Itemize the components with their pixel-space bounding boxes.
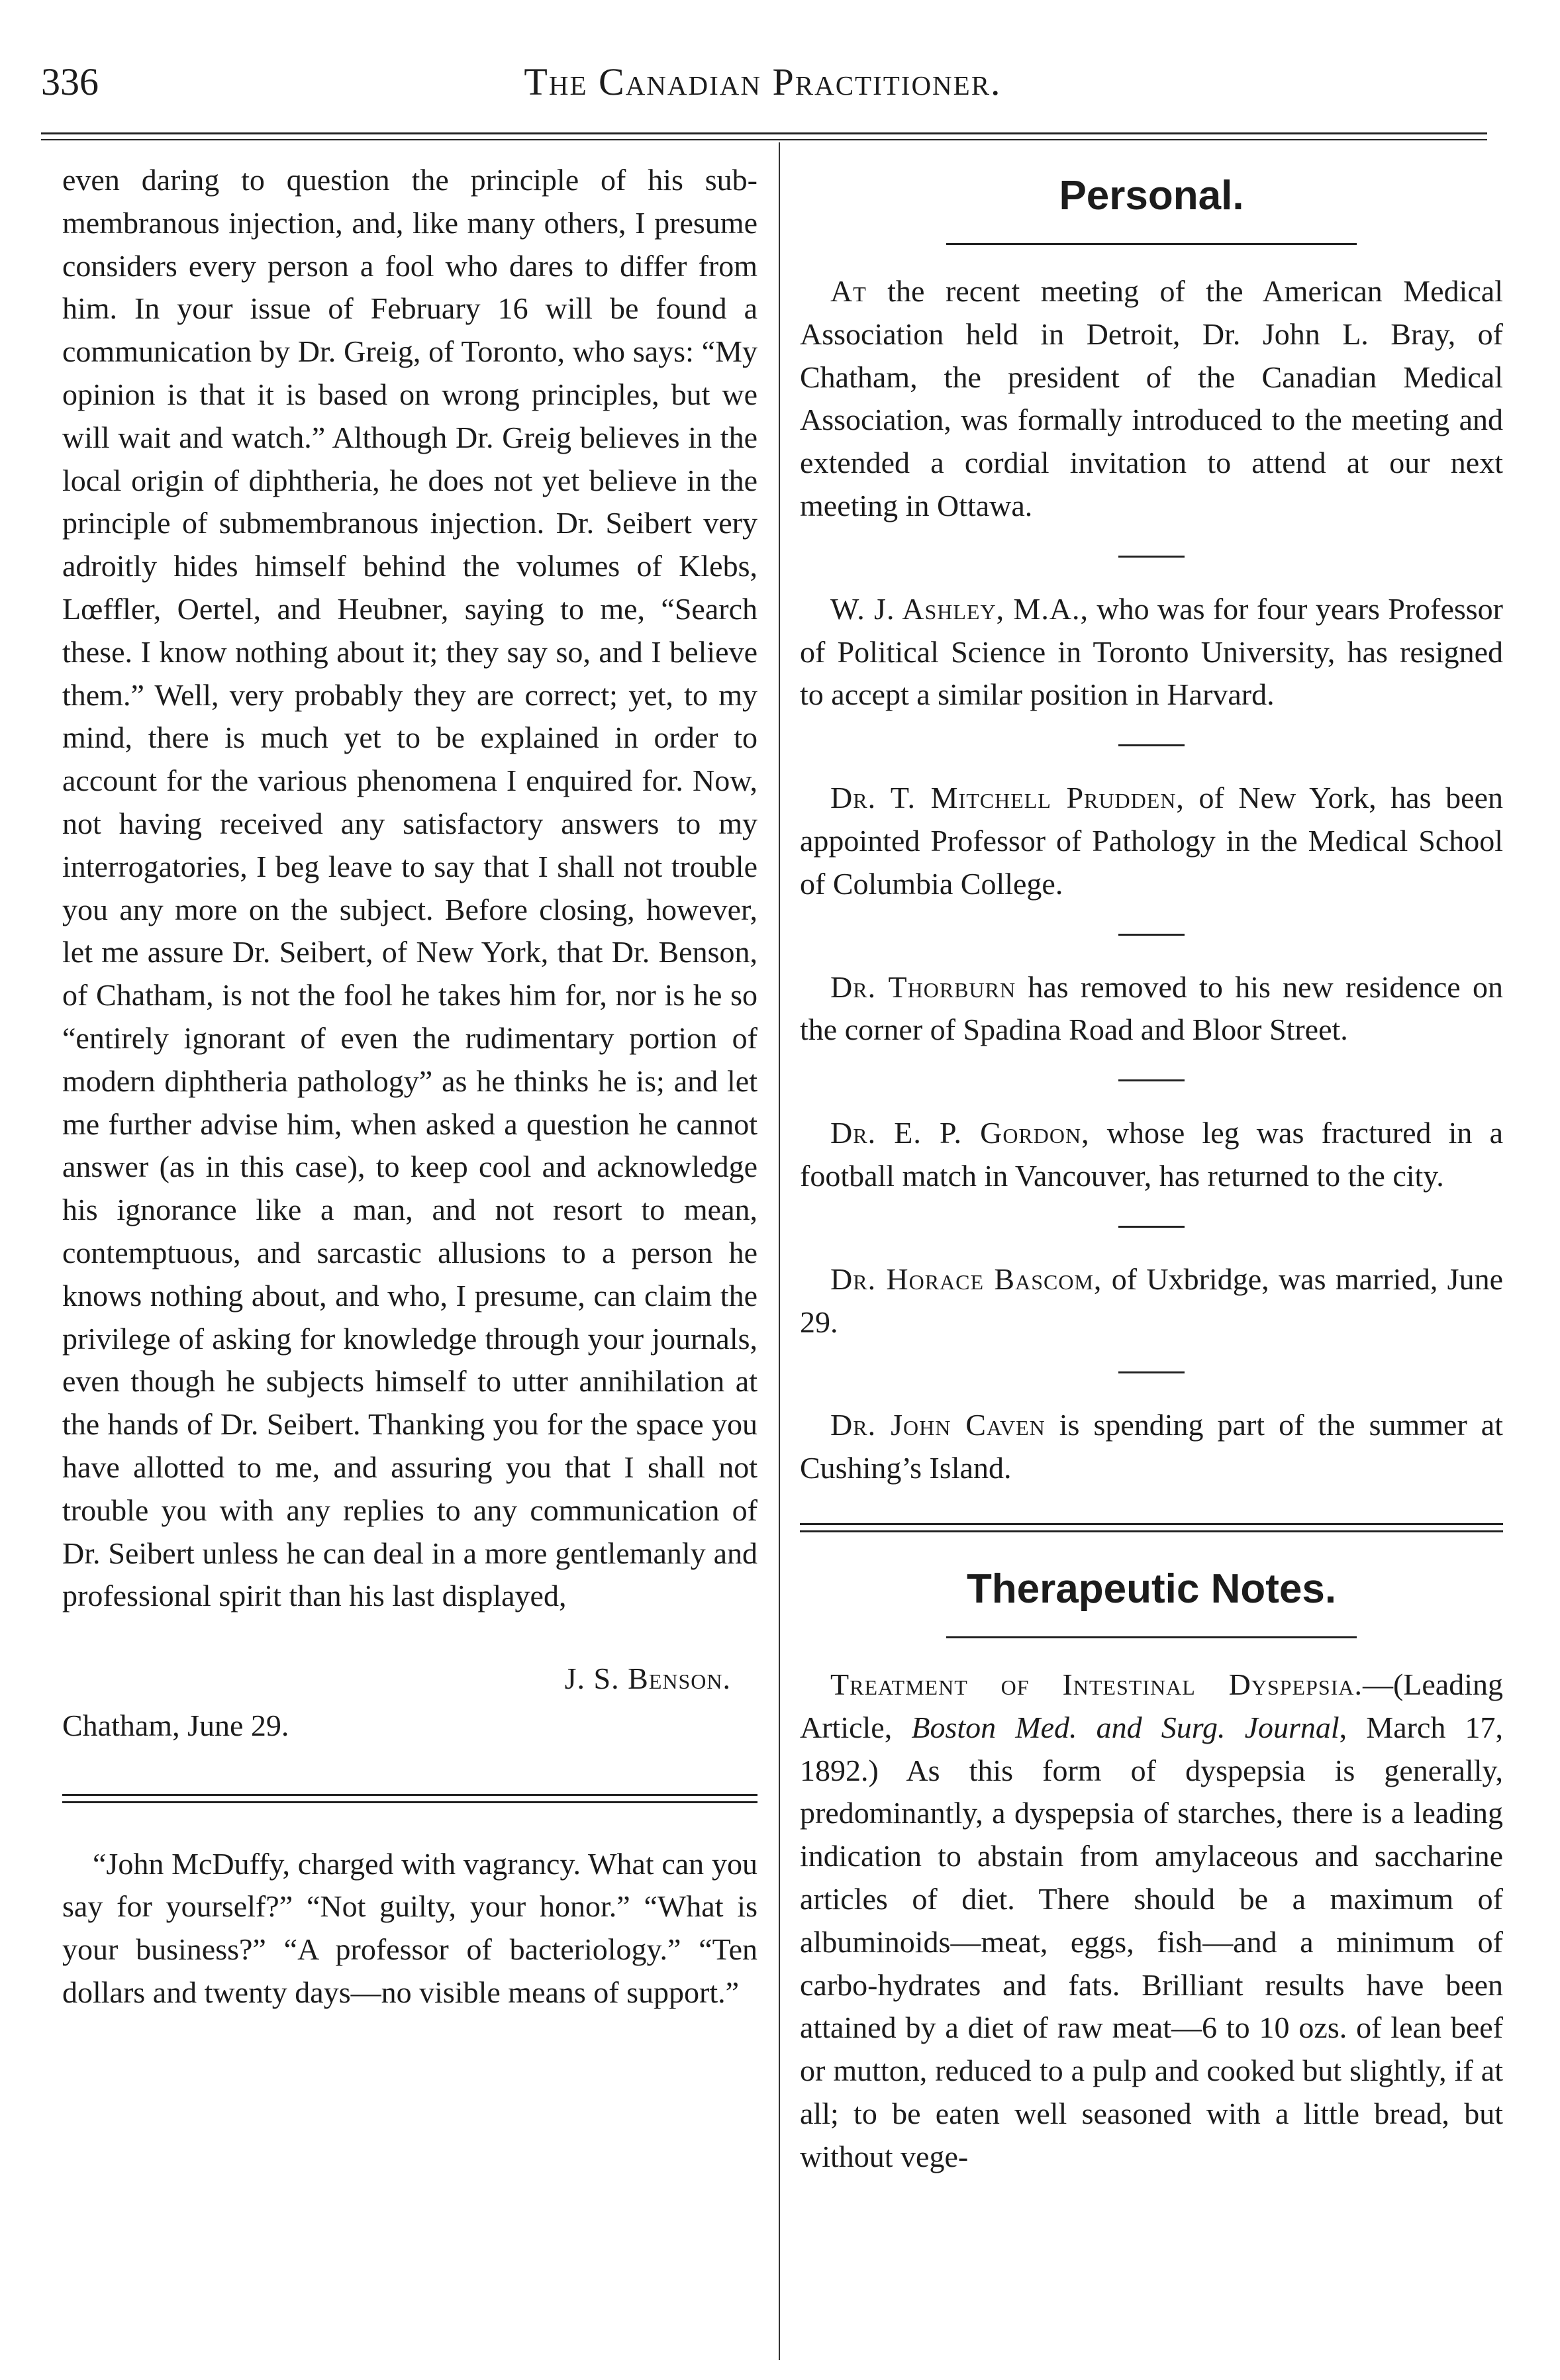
journal-citation: Boston Med. and Surg. Journal — [911, 1710, 1340, 1744]
letter-dateline: Chatham, June 29. — [62, 1708, 289, 1742]
journal-title: The Canadian Practitioner. — [524, 60, 1002, 103]
therapeutic-heading: Therapeutic Notes. — [966, 1565, 1337, 1612]
personal-item: Dr. Horace Bascom, of Uxbridge, was married, June 29. — [800, 1262, 1503, 1339]
column-divider — [779, 142, 780, 2360]
personal-item: W. J. Ashley, M.A., who was for four years Professor of Political Science in Toronto University, has resigned to accept a similar position in Harvard. — [800, 591, 1503, 712]
personal-heading-rule — [946, 243, 1357, 245]
running-head — [41, 40, 1485, 113]
personal-item: Dr. E. P. Gordon, whose leg was fractured in a football match in Vancouver, has returned to the city. — [800, 1116, 1503, 1193]
letter-signature: J. S. Benson. — [564, 1661, 731, 1696]
header-rule — [41, 132, 1487, 134]
right-column — [800, 159, 1503, 2179]
article-title: Treatment of Intestinal Dyspepsia. — [830, 1667, 1363, 1701]
item-separator — [1118, 934, 1185, 936]
personal-item: Dr. John Caven is spending part of the summer at Cushing’s Island. — [800, 1408, 1503, 1485]
letter-body: even daring to question the principle of his sub-membranous injection, and, like many others, I presume considers every person a fool who dares to differ from him. In your issue of February 16 will be found a communication by Dr. Greig, of Toronto, who says: “My opinion is that it is based on wrong principles, but we will wait and watch.” Although Dr. Greig believes in the local origin of diphtheria, he does not yet believe in the principle of submembranous injection. Dr. Seibert very adroitly hides himself behind the volumes of Klebs, Lœffler, Oertel, and Heubner, saying to me, “Search these. I know nothing about it; they say so, and I believe them.” Well, very probably they are correct; yet, to my mind, there is much yet to be explained in order to account for the various phenomena I enquired for. Now, not having received any satisfactory answers to my interrogatories, I beg leave to say that I shall not trouble you any more on the subject. Before closing, however, let me assure Dr. Seibert, of New York, that Dr. Benson, of Chatham, is not the fool he takes him for, nor is he so “entirely ignorant of even the rudimentary portion of modern diphtheria pathology” as he thinks he is; and let me further advise him, when asked a question he cannot answer (as in this case), to keep cool and acknowledge his ignorance like a man, and not resort to mean, contemptuous, and sarcastic allusions to a person he knows nothing about, and who, I presume, can claim the privilege of asking for knowledge through your journals, even though he subjects himself to utter annihilation at the hands of Dr. Seibert. Thanking you for the space you have allotted to me, and assuring you that I shall not trouble you with any replies to any communication of Dr. Seibert unless he can deal in a more gentlemanly and professional spirit than his last displayed, — [62, 163, 757, 1613]
personal-item: Dr. T. Mitchell Prudden, of New York, has been appointed Professor of Pathology in the Medical School of Columbia College. — [800, 781, 1503, 901]
item-separator — [1118, 1079, 1185, 1081]
section-double-rule — [62, 1794, 757, 1803]
item-separator — [1118, 744, 1185, 746]
page-number: 336 — [41, 60, 99, 103]
header-rule-secondary — [41, 139, 1487, 140]
item-separator — [1118, 556, 1185, 558]
left-column — [62, 159, 757, 2014]
section-double-rule — [800, 1523, 1503, 1532]
vagrancy-anecdote: “John McDuffy, charged with vagrancy. What can you say for yourself?” “Not guilty, your honor.” “What is your business?” “A professor of bacteriology.” “Ten dollars and twenty days—no visible means of support.” — [62, 1846, 757, 2010]
item-separator — [1118, 1371, 1185, 1373]
therapeutic-heading-rule — [946, 1636, 1357, 1638]
personal-item: At the recent meeting of the American Medical Association held in Detroit, Dr. John L. Bray, of Chatham, the president of the Canadian Medical Association, was formally introduced to the meeting and extended a cordial invitation to attend at our next meeting in Ottawa. — [800, 274, 1503, 522]
therapeutic-article: Treatment of Intestinal Dyspepsia.—(Leading Article, Boston Med. and Surg. Journal, March 17, 1892.) As this form of dyspepsia is generally, predominantly, a dyspepsia of starches, there is a leading indication to abstain from amylaceous and saccharine articles of diet. There should be a maximum of albuminoids—meat, eggs, fish—and a minimum of carbo-hydrates and fats. Brilliant results have been attained by a diet of raw meat—6 to 10 ozs. of lean beef or mutton, reduced to a pulp and cooked but slightly, if at all; to be eaten well seasoned with a little bread, but without vege- — [800, 1667, 1503, 2173]
item-separator — [1118, 1226, 1185, 1228]
personal-heading: Personal. — [1059, 173, 1244, 219]
personal-item: Dr. Thorburn has removed to his new residence on the corner of Spadina Road and Bloor Street. — [800, 969, 1503, 1047]
